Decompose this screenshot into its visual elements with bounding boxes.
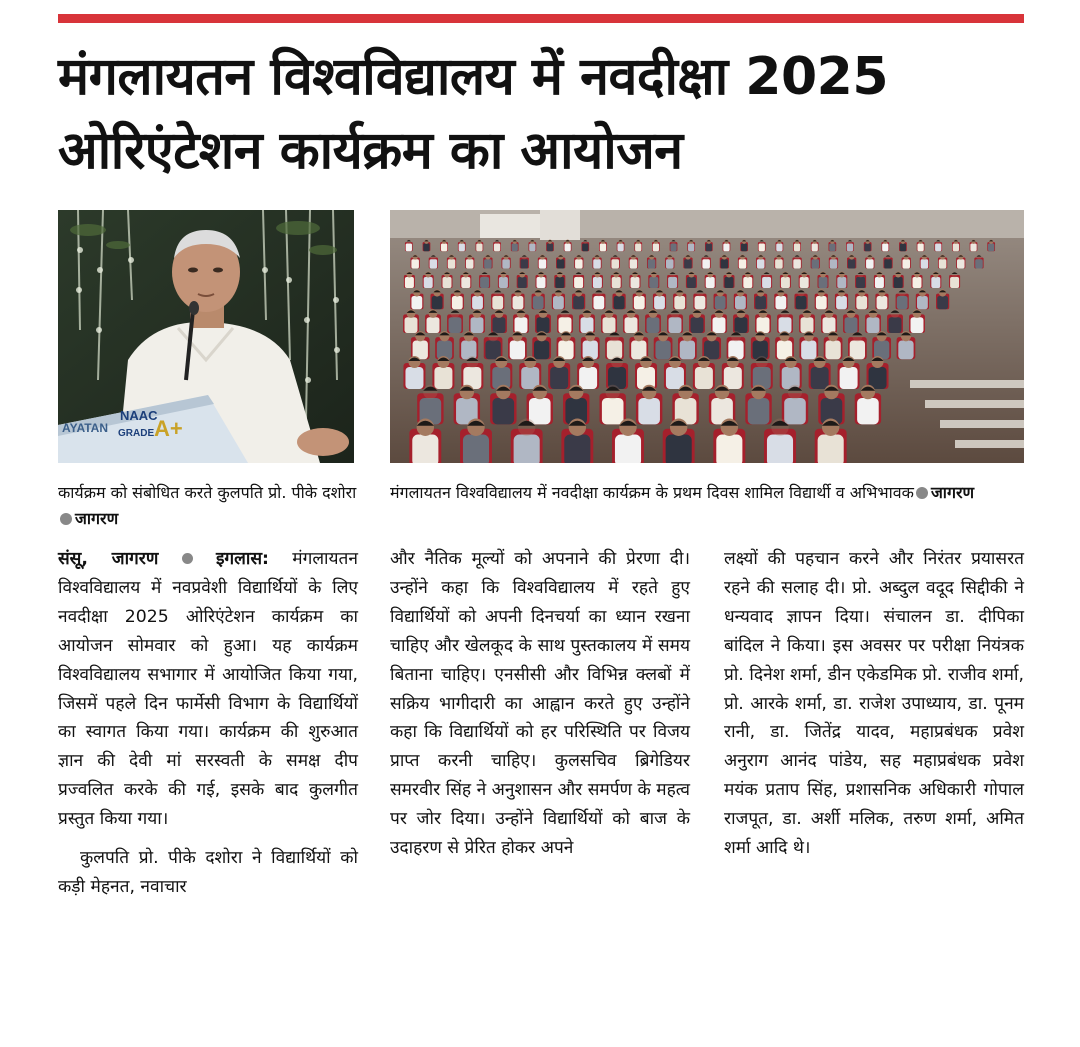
audience-member-body	[581, 317, 594, 333]
caption-right-source: जागरण	[930, 483, 975, 502]
audience-member-body	[602, 398, 624, 424]
audience-member-body	[557, 259, 565, 268]
audience-member-body	[801, 341, 816, 360]
audience-member-body	[476, 244, 482, 252]
audience-member-body	[819, 277, 828, 288]
audience-member-body	[666, 435, 692, 464]
audience-member-body	[603, 317, 616, 333]
caption-left	[58, 480, 358, 532]
audience-member-body	[666, 367, 684, 389]
audience-member-body	[864, 244, 870, 252]
audience-member-body	[695, 367, 713, 389]
audience-member-body	[432, 296, 443, 309]
audience-member-body	[837, 277, 846, 288]
audience-member-body	[988, 244, 994, 252]
audience-member-body	[668, 277, 677, 288]
audience-member-body	[539, 259, 547, 268]
audience-member-body	[755, 296, 766, 309]
audience-member-body	[800, 277, 809, 288]
audience-member-body	[449, 317, 462, 333]
audience-member-body	[430, 259, 438, 268]
audience-member-body	[553, 296, 564, 309]
audience-member-body	[702, 259, 710, 268]
audience-member-body	[830, 259, 838, 268]
audience-member-body	[739, 259, 747, 268]
audience-member-body	[405, 277, 414, 288]
audience-member-body	[521, 259, 529, 268]
audience-member-body	[463, 435, 489, 464]
audience-member-body	[448, 259, 456, 268]
audience-member-body	[654, 296, 665, 309]
audience-member-body	[670, 244, 676, 252]
audience-member-body	[405, 317, 418, 333]
audience-member-body	[850, 341, 865, 360]
audience-member-body	[466, 259, 474, 268]
audience-member-body	[647, 317, 660, 333]
audience-member-body	[459, 244, 465, 252]
audience-member-body	[884, 259, 892, 268]
audience-member-body	[857, 398, 879, 424]
audience-member-body	[950, 277, 959, 288]
naac-badge-text: NAAC	[120, 408, 158, 423]
audience-member-body	[669, 317, 682, 333]
audience-member-body	[493, 317, 506, 333]
audience-member-body	[811, 367, 829, 389]
audience-member-body	[931, 277, 940, 288]
audience-member-body	[493, 398, 515, 424]
audience-member-body	[593, 259, 601, 268]
audience-member-body	[801, 317, 814, 333]
audience-member-body	[825, 341, 840, 360]
audience-member-body	[630, 259, 638, 268]
caption-left-text: कार्यक्रम को संबोधित करते कुलपति प्रो. पीके दशोरा	[58, 483, 357, 502]
audience-member-body	[762, 277, 771, 288]
podium-logo-text: AYATAN	[62, 421, 109, 435]
grade-text: GRADE	[118, 428, 155, 439]
audience-member-body	[723, 244, 729, 252]
audience-member-body	[691, 317, 704, 333]
audience-member-body	[715, 296, 726, 309]
audience-member-body	[513, 296, 524, 309]
audience-member-body	[743, 277, 752, 288]
caption-right	[390, 480, 1030, 506]
audience-member-body	[655, 341, 670, 360]
audience-member-body	[767, 435, 793, 464]
audience-member-body	[779, 317, 792, 333]
audience-member-body	[889, 317, 902, 333]
dateline-bullet-icon	[182, 553, 193, 564]
audience-member-body	[812, 259, 820, 268]
audience-member-body	[614, 296, 625, 309]
audience-member-body	[741, 244, 747, 252]
audience-member-body	[957, 259, 965, 268]
article-column-1	[58, 545, 358, 902]
audience-member-body	[443, 277, 452, 288]
audience-member-body	[748, 398, 770, 424]
audience-member-body	[534, 341, 549, 360]
audience-member-body	[518, 277, 527, 288]
audience-member-body	[704, 341, 719, 360]
audience-member-body	[882, 244, 888, 252]
audience-photo-illustration	[390, 210, 1024, 463]
audience-member-body	[921, 259, 929, 268]
audience-member-body	[573, 296, 584, 309]
audience-member-body	[452, 296, 463, 309]
grade-value: A+	[154, 416, 183, 441]
article-paragraph-2: कुलपति प्रो. पीके दशोरा ने विद्यार्थियों को कड़ी मेहनत, नवाचार	[58, 848, 358, 897]
speaker-photo-illustration	[58, 210, 354, 463]
audience-member-body	[917, 296, 928, 309]
audience-member-body	[829, 244, 835, 252]
audience-member-body	[735, 317, 748, 333]
audience-member-body	[939, 259, 947, 268]
audience-member-body	[836, 296, 847, 309]
audience-member-body	[781, 277, 790, 288]
audience-member-body	[775, 296, 786, 309]
article-column-3-text: लक्ष्यों की पहचान करने और निरंतर प्रयासरत रहने की सलाह दी। प्रो. अब्दुल वदूद सिद्दीकी ने धन्यवाद ज्ञापन दिया। संचालन डा. दीपिका बांदिल ने किया। इस अवसर पर परीक्षा नियंत्रक प्रो. दिनेश शर्मा, डीन एकेडमिक प्रो. राजीव शर्मा, प्रो. आरके शर्मा, डा. राजेश उपाध्याय, डा. पूनम रानी, डा. जितेंद्र यादव, महाप्रबंधक प्रवेश अनुराग आनंद पांडेय, सह महाप्रबंधक प्रवेश मयंक प्रताप सिंह, प्रशासनिक अधिकारी गोपाल राजपूत, डा. अर्शी मलिक, तरुण शर्मा, अमित शर्मा आदि थे।	[724, 549, 1024, 859]
audience-member-body	[502, 259, 510, 268]
audience-member-body	[866, 259, 874, 268]
caption-bullet-icon	[60, 513, 72, 525]
audience-member-body	[472, 296, 483, 309]
audience-member-body	[840, 367, 858, 389]
audience-member-body	[757, 259, 765, 268]
audience-member-body	[935, 244, 941, 252]
audience-member-body	[484, 259, 492, 268]
audience-member-body	[970, 244, 976, 252]
article-column-3	[724, 545, 1024, 863]
audience-member-body	[412, 435, 438, 464]
audience-member-body	[593, 296, 604, 309]
audience-member-body	[441, 244, 447, 252]
headline-line-1: मंगलायतन विश्वविद्यालय में नवदीक्षा 2025	[58, 47, 889, 107]
audience-member-body	[818, 435, 844, 464]
audience-member-body	[612, 277, 621, 288]
audience-member-body	[975, 259, 983, 268]
audience-member-body	[812, 244, 818, 252]
audience-member-body	[847, 244, 853, 252]
audience-photo	[390, 210, 1024, 463]
audience-member-body	[615, 435, 641, 464]
article-dateline: संसू, जागरण	[58, 549, 159, 569]
audience-member-body	[575, 259, 583, 268]
article-paragraph-1-text: मंगलायतन विश्वविद्यालय में नवप्रवेशी विद्यार्थियों के लिए नवदीक्षा 2025 ओरिएंटेशन कार्यक्रम का आयोजन सोमवार को हुआ। यह कार्यक्रम विश्वविद्यालय सभागार में आयोजित किया गया, जिसमें पहले दिन फार्मेसी विभाग के विद्यार्थियों का स्वागत किया गया। कार्यक्रम की शुरुआत ज्ञान की देवी मां सरस्वती के समक्ष दीप प्रज्वलित करके की गई, इसके बाद कुलगीत प्रस्तुत किया गया।	[58, 549, 358, 830]
audience-member-body	[796, 296, 807, 309]
audience-member-body	[735, 296, 746, 309]
audience-member-body	[611, 259, 619, 268]
audience-member-body	[625, 317, 638, 333]
headline-line-2: ओरिएंटेशन कार्यक्रम का आयोजन	[58, 121, 683, 181]
audience-member-body	[848, 259, 856, 268]
audience-member-body	[607, 341, 622, 360]
audience-member-body	[706, 244, 712, 252]
audience-member-body	[461, 277, 470, 288]
audience-member-body	[579, 367, 597, 389]
audience-member-body	[574, 277, 583, 288]
audience-member-body	[898, 341, 913, 360]
audience-member-body	[649, 277, 658, 288]
speaker-photo	[58, 210, 354, 463]
audience-member-body	[913, 277, 922, 288]
audience-member-body	[499, 277, 508, 288]
audience-member-body	[911, 317, 924, 333]
article-paragraph-1	[58, 545, 358, 834]
audience-member-body	[411, 259, 419, 268]
caption-bullet-icon	[916, 487, 928, 499]
audience-member-body	[917, 244, 923, 252]
audience-member-body	[776, 244, 782, 252]
audience-member-body	[582, 244, 588, 252]
article-column-2-text: और नैतिक मूल्यों को अपनाने की प्रेरणा दी। उन्होंने कहा कि विश्वविद्यालय में रहते हुए विद्यार्थियों को अपनी दिनचर्या का ध्यान रखना चाहिए और खेलकूद के साथ पुस्तकालय में समय बिताना चाहिए। एनसीसी और विभिन्न क्लबों में सक्रिय भागीदारी का आह्वान करते हुए उन्होंने कहा कि विद्यार्थियों को हर परिस्थिति पर विजय प्राप्त करनी चाहिए। कुलसचिव ब्रिगेडियर समरवीर सिंह ने अनुशासन और समर्पण के महत्व पर जोर दिया। उन्होंने विद्यार्थियों को बाज के उदाहरण से प्रेरित होकर अपने	[390, 549, 690, 859]
audience-member-body	[897, 296, 908, 309]
audience-member-body	[529, 398, 551, 424]
audience-member-body	[713, 317, 726, 333]
audience-member-body	[471, 317, 484, 333]
audience-member-body	[424, 277, 433, 288]
audience-member-body	[512, 244, 518, 252]
audience-member-body	[680, 341, 695, 360]
audience-member-body	[877, 296, 888, 309]
audience-member-body	[648, 259, 656, 268]
audience-member-body	[845, 317, 858, 333]
audience-member-body	[635, 244, 641, 252]
audience-member-body	[411, 296, 422, 309]
audience-member-body	[674, 296, 685, 309]
audience-member-body	[547, 244, 553, 252]
audience-member-body	[894, 277, 903, 288]
audience-member-body	[725, 277, 734, 288]
audience-member-body	[617, 244, 623, 252]
caption-right-text: मंगलायतन विश्वविद्यालय में नवदीक्षा कार्यक्रम के प्रथम दिवस शामिल विद्यार्थी व अभिभावक	[390, 483, 914, 502]
audience-member-body	[666, 259, 674, 268]
audience-member-body	[759, 244, 765, 252]
audience-member-body	[856, 296, 867, 309]
audience-member-body	[687, 277, 696, 288]
audience-member-body	[600, 244, 606, 252]
audience-member-body	[902, 259, 910, 268]
audience-member-body	[688, 244, 694, 252]
audience-member-body	[706, 277, 715, 288]
audience-member-body	[653, 244, 659, 252]
audience-member-body	[555, 277, 564, 288]
audience-member-body	[724, 367, 742, 389]
audience-member-body	[856, 277, 865, 288]
audience-member-body	[816, 296, 827, 309]
audience-member-body	[405, 367, 423, 389]
article-column-2	[390, 545, 690, 863]
audience-member-body	[529, 244, 535, 252]
audience-member-body	[423, 244, 429, 252]
audience-member-body	[492, 296, 503, 309]
audience-member-body	[684, 259, 692, 268]
audience-member-body	[631, 277, 640, 288]
audience-member-body	[485, 341, 500, 360]
audience-member-body	[634, 296, 645, 309]
caption-left-source: जागरण	[75, 509, 119, 528]
audience-member-body	[757, 317, 770, 333]
audience-member-body	[695, 296, 706, 309]
audience-member-body	[823, 317, 836, 333]
audience-member-body	[550, 367, 568, 389]
top-accent-bar	[58, 14, 1024, 23]
audience-member-body	[480, 277, 489, 288]
audience-member-body	[434, 367, 452, 389]
audience-member-body	[716, 435, 742, 464]
audience-member-body	[953, 244, 959, 252]
audience-member-body	[494, 244, 500, 252]
audience-member-body	[559, 317, 572, 333]
audience-member-body	[721, 259, 729, 268]
audience-member-body	[537, 317, 550, 333]
audience-member-body	[937, 296, 948, 309]
audience-member-body	[427, 317, 440, 333]
audience-member-body	[638, 398, 660, 424]
audience-member-body	[867, 317, 880, 333]
audience-member-body	[784, 398, 806, 424]
audience-member-body	[728, 341, 743, 360]
audience-member-body	[514, 435, 540, 464]
audience-member-body	[406, 244, 412, 252]
audience-member-body	[537, 277, 546, 288]
audience-member-body	[533, 296, 544, 309]
headline	[58, 40, 1028, 188]
audience-member-body	[593, 277, 602, 288]
audience-member-body	[875, 277, 884, 288]
audience-member-body	[900, 244, 906, 252]
audience-member-body	[510, 341, 525, 360]
audience-member-body	[794, 244, 800, 252]
audience-member-body	[793, 259, 801, 268]
audience-member-body	[564, 244, 570, 252]
audience-member-body	[515, 317, 528, 333]
audience-member-body	[775, 259, 783, 268]
audience-member-body	[564, 435, 590, 464]
article-location: इगलास:	[215, 549, 269, 569]
